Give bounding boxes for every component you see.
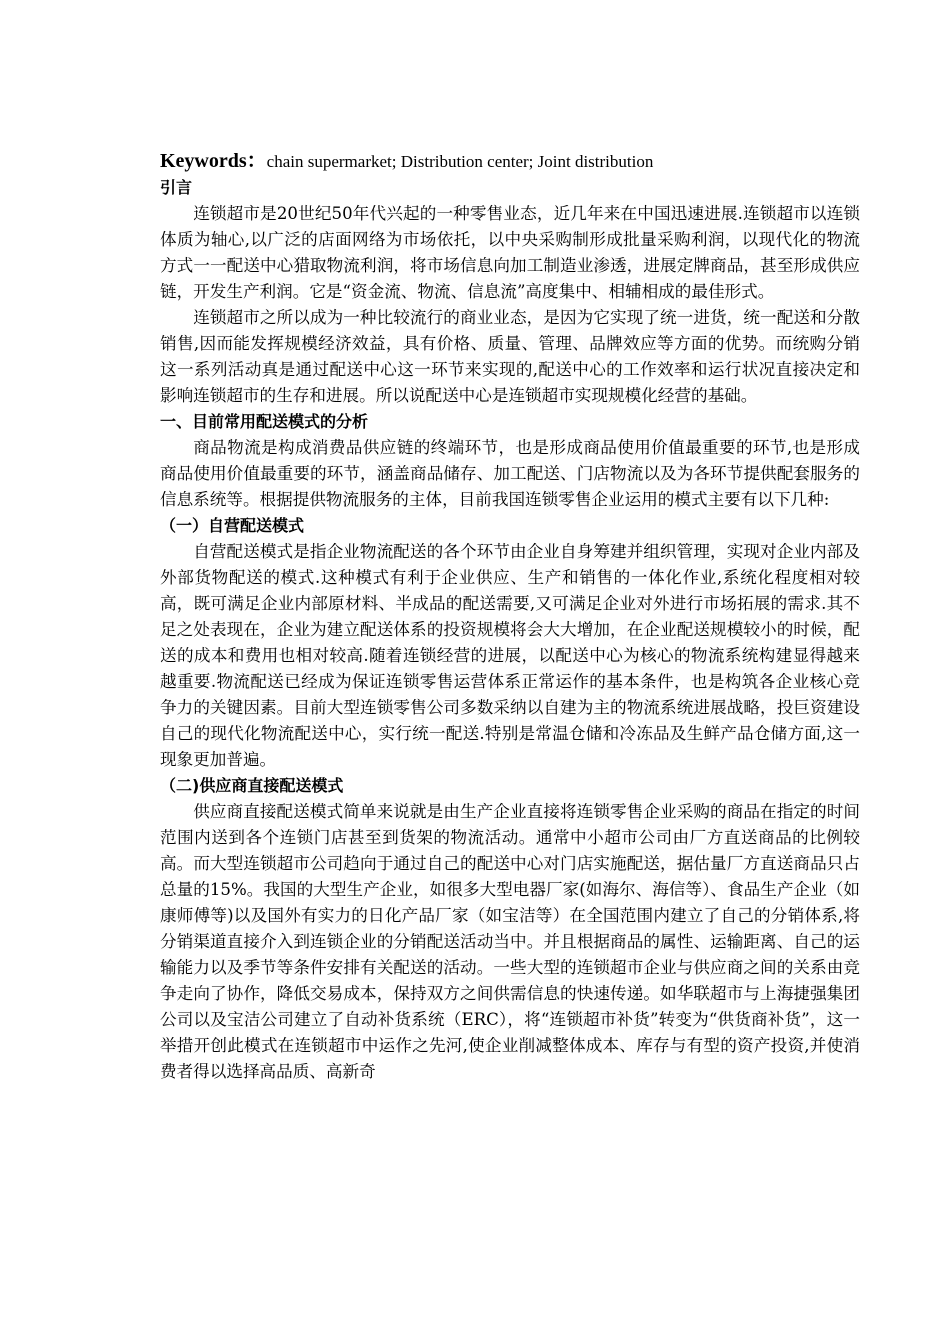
intro-heading: 引言 [160, 178, 193, 197]
keywords-separator: ： [246, 150, 267, 172]
intro-paragraph: 连锁超市是20世纪50年代兴起的一种零售业态，近几年来在中国迅速进展.连锁超市以连锁体质为轴心,以广泛的店面网络为市场依托，以中央采购制形成批量采购利润，以现代化的物流方式一一配送中心猎取物流利润，将市场信息向加工制造业渗透，进展定牌商品，甚至形成供应链，开发生产利润。它是“资金流、物流、信息流”高度集中、相辅相成的最佳形式。 [160, 204, 860, 301]
section1-heading: 一、目前常用配送模式的分析 [160, 412, 369, 431]
subsection1-paragraph: 自营配送模式是指企业物流配送的各个环节由企业自身筹建并组织管理，实现对企业内部及外部货物配送的模式.这种模式有利于企业供应、生产和销售的一体化作业,系统化程度相对较高，既可满足企业内部原材料、半成品的配送需要,又可满足企业对外进行市场拓展的需求.其不足之处表现在，企业为建立配送体系的投资规模将会大大增加，在企业配送规模较小的时候，配送的成本和费用也相对较高.随着连锁经营的进展，以配送中心为核心的物流系统构建显得越来越重要.物流配送已经成为保证连锁零售运营体系正常运作的基本条件，也是构筑各企业核心竞争力的关键因素。目前大型连锁零售公司多数采纳以自建为主的物流系统进展战略，投巨资建设自己的现代化物流配送中心，实行统一配送.特别是常温仓储和冷冻品及生鲜产品仓储方面,这一现象更加普遍。 [160, 542, 860, 769]
section1-paragraph: 商品物流是构成消费品供应链的终端环节，也是形成商品使用价值最重要的环节,也是形成商品使用价值最重要的环节，涵盖商品储存、加工配送、门店物流以及为各环节提供配套服务的信息系统等。根据提供物流服务的主体，目前我国连锁零售企业运用的模式主要有以下几种: [160, 438, 860, 509]
subsection2-paragraph: 供应商直接配送模式简单来说就是由生产企业直接将连锁零售企业采购的商品在指定的时间范围内送到各个连锁门店甚至到货架的物流活动。通常中小超市公司由厂方直送商品的比例较高。而大型连锁超市公司趋向于通过自己的配送中心对门店实施配送，据估量厂方直送商品只占总量的15%。我国的大型生产企业，如很多大型电器厂家(如海尔、海信等）、食品生产企业（如康师傅等)以及国外有实力的日化产品厂家（如宝洁等）在全国范围内建立了自己的分销体系,将分销渠道直接介入到连锁企业的分销配送活动当中。并且根据商品的属性、运输距离、自己的运输能力以及季节等条件安排有关配送的活动。一些大型的连锁超市企业与供应商之间的关系由竞争走向了协作，降低交易成本，保持双方之间供需信息的快速传递。如华联超市与上海捷强集团公司以及宝洁公司建立了自动补货系统（ERC），将“连锁超市补货”转变为“供货商补货”，这一举措开创此模式在连锁超市中运作之先河,使企业削减整体成本、库存与有型的资产投资,并使消费者得以选择高品质、高新奇 [160, 802, 860, 1081]
keywords-text: chain supermarket; Distribution center; Joint distribution [266, 152, 654, 171]
subsection1-heading: （一）自营配送模式 [160, 516, 305, 535]
subsection2-heading: （二)供应商直接配送模式 [160, 776, 344, 795]
keywords-line [160, 148, 860, 175]
keywords-label: Keywords [160, 150, 247, 172]
intro-paragraph: 连锁超市之所以成为一种比较流行的商业业态，是因为它实现了统一进货，统一配送和分散销售,因而能发挥规模经济效益，具有价格、质量、管理、品牌效应等方面的优势。而统购分销这一系列活动真是通过配送中心这一环节来实现的,配送中心的工作效率和运行状况直接决定和影响连锁超市的生存和进展。所以说配送中心是连锁超市实现规模化经营的基础。 [160, 308, 860, 405]
document-page [160, 148, 860, 1085]
